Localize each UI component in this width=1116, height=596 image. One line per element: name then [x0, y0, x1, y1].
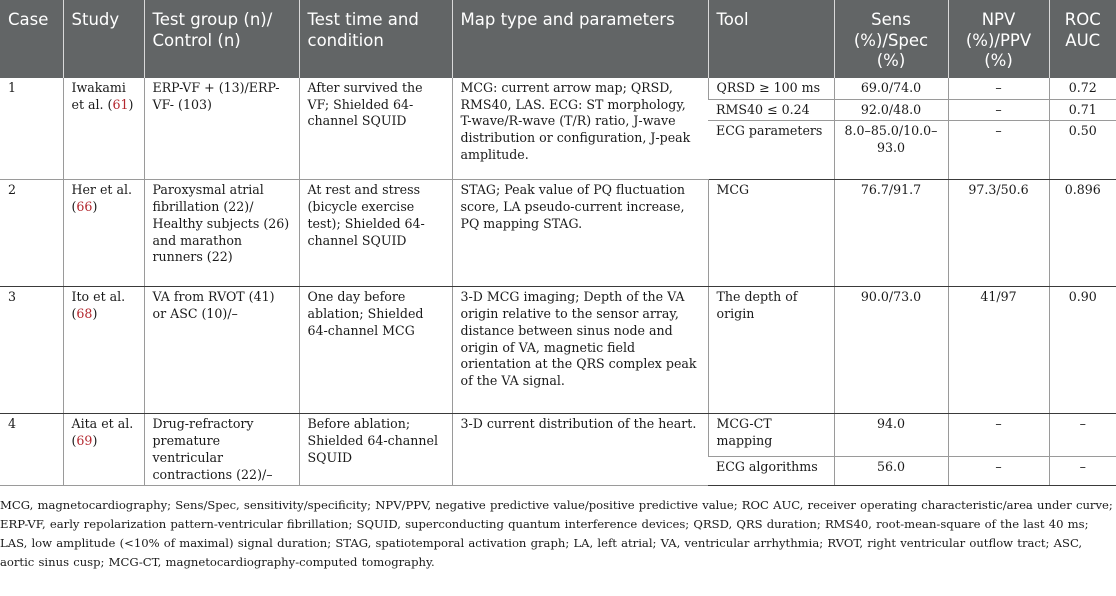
roc-auc-cell: 0.72 — [1049, 78, 1116, 99]
study-text-end: ) — [92, 433, 98, 449]
roc-auc-cell: 0.896 — [1049, 180, 1116, 287]
npv-ppv-cell: – — [948, 414, 1049, 457]
study-text: Ito et al. ( — [71, 289, 126, 322]
tool-cell: MCG-CT mapping — [708, 414, 834, 457]
reference-link[interactable]: 61 — [112, 96, 129, 112]
table-row — [0, 414, 1116, 457]
map-type-cell: 3-D MCG imaging; Depth of the VA origin relative to the sensor array, distance between sinus node and origin of VA, magnetic field orientation at the QRS complex peak of the VA signal. — [452, 287, 708, 414]
header-sens-spec: Sens (%)/Spec (%) — [834, 0, 948, 78]
study-text-end: ) — [128, 96, 134, 112]
table-row — [0, 180, 1116, 287]
tool-cell: RMS40 ≤ 0.24 — [708, 99, 834, 121]
sens-spec-cell: 8.0–85.0/10.0–93.0 — [834, 121, 948, 180]
tool-cell: ECG parameters — [708, 121, 834, 180]
npv-ppv-cell: – — [948, 457, 1049, 486]
roc-auc-cell: 0.71 — [1049, 99, 1116, 121]
study-cell — [63, 180, 144, 287]
npv-ppv-cell: – — [948, 121, 1049, 180]
study-cell — [63, 287, 144, 414]
reference-link[interactable]: 69 — [76, 433, 93, 449]
header-study: Study — [63, 0, 144, 78]
header-tool: Tool — [708, 0, 834, 78]
table-row — [0, 78, 1116, 99]
study-text-end: ) — [92, 306, 98, 322]
map-type-cell: MCG: current arrow map; QRSD, RMS40, LAS. ECG: ST morphology, T-wave/R-wave (T/R) ratio, J-wave distribution or configuration, J-peak amplitude. — [452, 78, 708, 180]
header-case: Case — [0, 0, 63, 78]
case-cell: 3 — [0, 287, 63, 414]
npv-ppv-cell: – — [948, 99, 1049, 121]
header-test-group: Test group (n)/ Control (n) — [144, 0, 299, 78]
study-cell — [63, 414, 144, 486]
tool-cell: The depth of origin — [708, 287, 834, 414]
test-time-cell: At rest and stress (bicycle exercise test); Shielded 64-channel SQUID — [299, 180, 452, 287]
sens-spec-cell: 69.0/74.0 — [834, 78, 948, 99]
reference-link[interactable]: 68 — [76, 306, 93, 322]
test-time-cell: Before ablation; Shielded 64-channel SQUID — [299, 414, 452, 486]
npv-ppv-cell: 41/97 — [948, 287, 1049, 414]
sens-spec-cell: 56.0 — [834, 457, 948, 486]
sens-spec-cell: 94.0 — [834, 414, 948, 457]
tool-cell: QRSD ≥ 100 ms — [708, 78, 834, 99]
test-group-cell: VA from RVOT (41) or ASC (10)/– — [144, 287, 299, 414]
header-test-time: Test time and condition — [299, 0, 452, 78]
study-text-end: ) — [92, 199, 98, 215]
case-cell: 2 — [0, 180, 63, 287]
roc-auc-cell: – — [1049, 457, 1116, 486]
npv-ppv-cell: – — [948, 78, 1049, 99]
test-group-cell: Drug-refractory premature ventricular contractions (22)/– — [144, 414, 299, 486]
tool-cell: ECG algorithms — [708, 457, 834, 486]
reference-link[interactable]: 66 — [76, 199, 93, 215]
roc-auc-cell: 0.50 — [1049, 121, 1116, 180]
table-row — [0, 287, 1116, 414]
npv-ppv-cell: 97.3/50.6 — [948, 180, 1049, 287]
header-row — [0, 0, 1116, 78]
roc-auc-cell: – — [1049, 414, 1116, 457]
header-roc-auc: ROC AUC — [1049, 0, 1116, 78]
sens-spec-cell: 90.0/73.0 — [834, 287, 948, 414]
test-group-cell: Paroxysmal atrial fibrillation (22)/ Healthy subjects (26) and marathon runners (22) — [144, 180, 299, 287]
sens-spec-cell: 76.7/91.7 — [834, 180, 948, 287]
study-text: Aita et al. ( — [71, 416, 134, 449]
table-footnote — [0, 486, 1116, 571]
header-npv-ppv: NPV (%)/PPV (%) — [948, 0, 1049, 78]
study-text: Iwakami et al. ( — [71, 79, 126, 112]
test-time-cell: After survived the VF; Shielded 64-channel SQUID — [299, 78, 452, 180]
tool-cell: MCG — [708, 180, 834, 287]
study-text: Her et al. ( — [71, 182, 133, 215]
map-type-cell: 3-D current distribution of the heart. — [452, 414, 708, 486]
study-cell — [63, 78, 144, 180]
sens-spec-cell: 92.0/48.0 — [834, 99, 948, 121]
footnote-text: MCG, magnetocardiography; Sens/Spec, sensitivity/specificity; NPV/PPV, negative predictive value/positive predictive value; ROC AUC, receiver operating characteristic/area under curve; ERP-VF, early repolarization pattern-ventricular fibrillation; SQUID, superconducting quantum interference devices; QRSD, QRS duration; RMS40, root-mean-square of the last 40 ms; LAS, low amplitude (<10% of maximal) signal duration; STAG, spatiotemporal activation graph; LA, left atrial; VA, ventricular arrhythmia; RVOT, right ventricular outflow tract; ASC, aortic sinus cusp; MCG-CT, magnetocardiography-computed tomography. — [0, 498, 1113, 569]
test-group-cell: ERP-VF + (13)/ERP-VF- (103) — [144, 78, 299, 180]
case-cell: 1 — [0, 78, 63, 180]
test-time-cell: One day before ablation; Shielded 64-channel MCG — [299, 287, 452, 414]
map-type-cell: STAG; Peak value of PQ fluctuation score, LA pseudo-current increase, PQ mapping STAG. — [452, 180, 708, 287]
roc-auc-cell: 0.90 — [1049, 287, 1116, 414]
header-map-type: Map type and parameters — [452, 0, 708, 78]
case-cell: 4 — [0, 414, 63, 486]
